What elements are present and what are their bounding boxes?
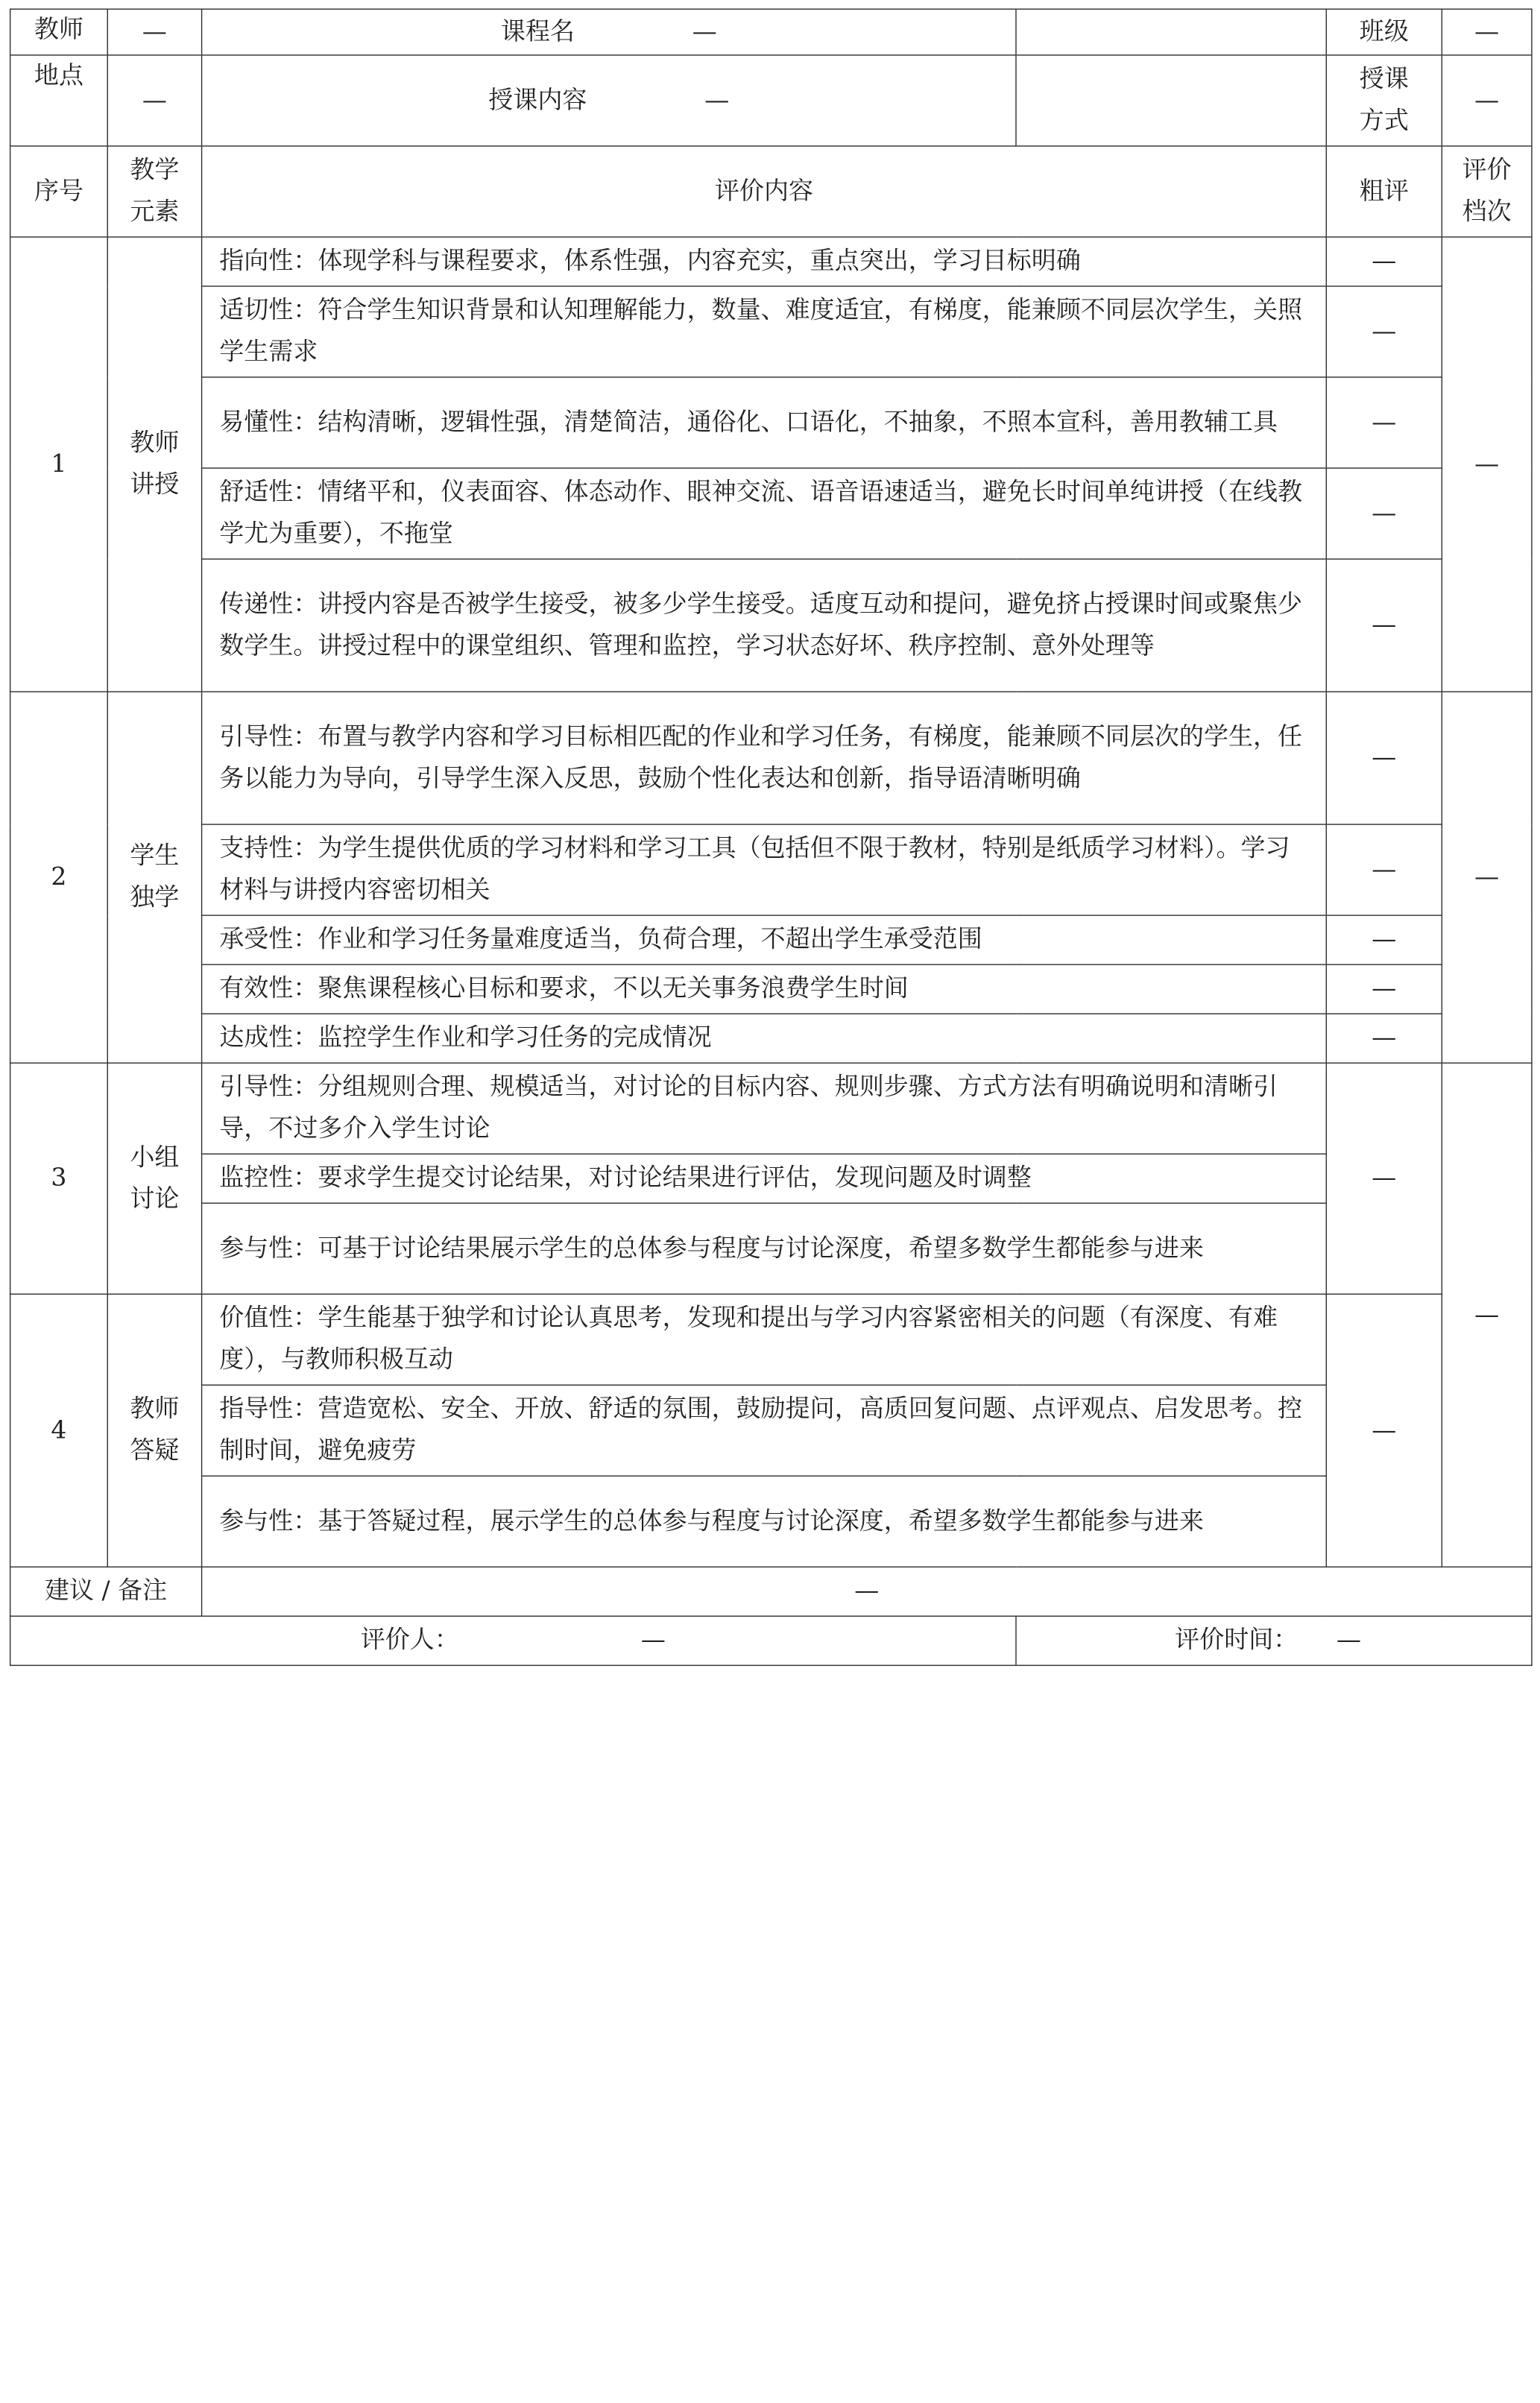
section-4-item-1: 价值性：学生能基于独学和讨论认真思考，发现和提出与学习内容紧密相关的问题（有深度、有难度），与教师积极互动 [202, 1294, 1327, 1385]
table-row [10, 964, 1532, 1014]
remarks-row [10, 1567, 1532, 1616]
evaluator-cell [10, 1616, 1016, 1665]
col-seq: 序号 [10, 146, 108, 237]
section-2-item-4-rough: — [1326, 964, 1442, 1014]
section-2-grade: — [1442, 692, 1532, 1063]
time-cell [1016, 1616, 1532, 1665]
section-2-item-4: 有效性：聚焦课程核心目标和要求，不以无关事务浪费学生时间 [202, 964, 1327, 1014]
table-row [10, 1203, 1532, 1294]
section-4-item-2: 指导性：营造宽松、安全、开放、舒适的氛围，鼓励提问，高质回复问题、点评观点、启发思考。控制时间，避免疲劳 [202, 1385, 1327, 1476]
section-1-grade: — [1442, 237, 1532, 692]
content-label: 授课内容 [488, 86, 587, 114]
section-3-element: 小组讨论 [107, 1063, 201, 1294]
content-cell [202, 55, 1016, 146]
course-cell [202, 9, 1016, 55]
class-label: 班级 [1326, 9, 1442, 55]
section-3-seq: 3 [10, 1063, 108, 1294]
course-extra-cell [1016, 9, 1326, 55]
table-row [10, 559, 1532, 692]
section-2-element: 学生独学 [107, 692, 201, 1063]
content-value: — [704, 86, 730, 114]
time-label: 评价时间： [1175, 1626, 1298, 1655]
col-content: 评价内容 [202, 146, 1327, 237]
section-2-item-2: 支持性：为学生提供优质的学习材料和学习工具（包括但不限于教材，特别是纸质学习材料）。学习材料与讲授内容密切相关 [202, 824, 1327, 915]
evaluation-form-table [10, 8, 1533, 1666]
section-2-item-1-rough: — [1326, 692, 1442, 824]
section-1-item-1: 指向性：体现学科与课程要求，体系性强，内容充实，重点突出，学习目标明确 [202, 237, 1327, 286]
table-row [10, 1385, 1532, 1476]
table-row [10, 1154, 1532, 1203]
teacher-label: 教师 [10, 9, 108, 55]
table-row [10, 237, 1532, 286]
footer-row [10, 1616, 1532, 1665]
section-1-seq: 1 [10, 237, 108, 692]
table-row [10, 286, 1532, 377]
column-header-row [10, 146, 1532, 237]
section-3-item-1: 引导性：分组规则合理、规模适当，对讨论的目标内容、规则步骤、方式方法有明确说明和清晰引导，不过多介入学生讨论 [202, 1063, 1327, 1154]
section-2-item-1: 引导性：布置与教学内容和学习目标相匹配的作业和学习任务，有梯度，能兼顾不同层次的学生，任务以能力为导向，引导学生深入反思，鼓励个性化表达和创新，指导语清晰明确 [202, 692, 1327, 824]
table-row [10, 468, 1532, 559]
location-value: — [107, 55, 201, 146]
table-row [10, 1476, 1532, 1567]
section-1-item-2-rough: — [1326, 286, 1442, 377]
section-2-seq: 2 [10, 692, 108, 1063]
section-1-item-4: 舒适性：情绪平和，仪表面容、体态动作、眼神交流、语音语速适当，避免长时间单纯讲授（在线教学尤为重要），不拖堂 [202, 468, 1327, 559]
remarks-value: — [202, 1567, 1532, 1616]
col-element: 教学元素 [107, 146, 201, 237]
location-label: 地点 [10, 55, 108, 146]
content-extra-cell [1016, 55, 1326, 146]
time-value: — [1336, 1626, 1361, 1655]
course-label: 课程名 [500, 17, 575, 46]
section-1-item-1-rough: — [1326, 237, 1442, 286]
section-1-item-5-rough: — [1326, 559, 1442, 692]
section-34-grade: — [1442, 1063, 1532, 1567]
class-value: — [1442, 9, 1532, 55]
remarks-label: 建议 / 备注 [10, 1567, 202, 1616]
table-row [10, 1294, 1532, 1385]
section-4-element: 教师答疑 [107, 1294, 201, 1567]
col-rough: 粗评 [1326, 146, 1442, 237]
section-1-item-2: 适切性：符合学生知识背景和认知理解能力，数量、难度适宜，有梯度，能兼顾不同层次学生，关照学生需求 [202, 286, 1327, 377]
table-row [10, 915, 1532, 964]
col-grade: 评价档次 [1442, 146, 1532, 237]
table-row [10, 1063, 1532, 1154]
section-1-item-3-rough: — [1326, 377, 1442, 468]
section-2-item-5-rough: — [1326, 1014, 1442, 1063]
header-row-2 [10, 55, 1532, 146]
table-row [10, 1014, 1532, 1063]
section-4-rough: — [1326, 1294, 1442, 1567]
table-row [10, 824, 1532, 915]
evaluator-value: — [640, 1626, 666, 1655]
header-row-1 [10, 9, 1532, 55]
section-4-seq: 4 [10, 1294, 108, 1567]
section-2-item-2-rough: — [1326, 824, 1442, 915]
section-2-item-5: 达成性：监控学生作业和学习任务的完成情况 [202, 1014, 1327, 1063]
section-3-item-3: 参与性：可基于讨论结果展示学生的总体参与程度与讨论深度，希望多数学生都能参与进来 [202, 1203, 1327, 1294]
section-3-item-2: 监控性：要求学生提交讨论结果，对讨论结果进行评估，发现问题及时调整 [202, 1154, 1327, 1203]
section-1-item-3: 易懂性：结构清晰，逻辑性强，清楚简洁，通俗化、口语化，不抽象，不照本宣科，善用教辅工具 [202, 377, 1327, 468]
section-4-item-3: 参与性：基于答疑过程，展示学生的总体参与程度与讨论深度，希望多数学生都能参与进来 [202, 1476, 1327, 1567]
evaluator-label: 评价人： [360, 1626, 459, 1655]
section-2-item-3: 承受性：作业和学习任务量难度适当，负荷合理，不超出学生承受范围 [202, 915, 1327, 964]
section-1-item-5: 传递性：讲授内容是否被学生接受，被多少学生接受。适度互动和提问，避免挤占授课时间或聚焦少数学生。讲授过程中的课堂组织、管理和监控，学习状态好坏、秩序控制、意外处理等 [202, 559, 1327, 692]
teacher-value: — [107, 9, 201, 55]
table-row [10, 377, 1532, 468]
section-1-item-4-rough: — [1326, 468, 1442, 559]
section-3-rough: — [1326, 1063, 1442, 1294]
method-value: — [1442, 55, 1532, 146]
course-value: — [692, 17, 717, 46]
section-1-element: 教师讲授 [107, 237, 201, 692]
method-label: 授课方式 [1326, 55, 1442, 146]
table-row [10, 692, 1532, 824]
section-2-item-3-rough: — [1326, 915, 1442, 964]
